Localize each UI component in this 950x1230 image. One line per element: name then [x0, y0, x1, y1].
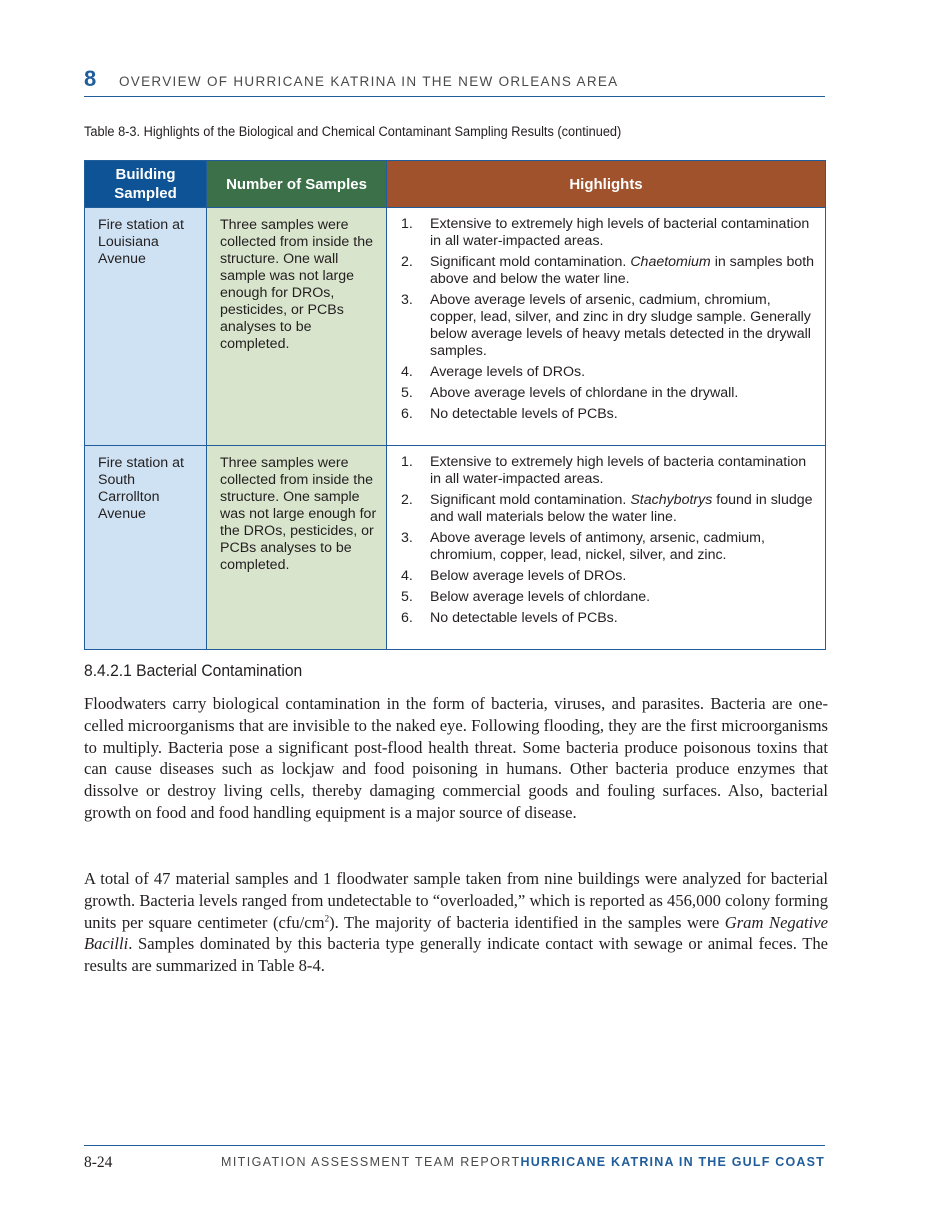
paragraph: A total of 47 material samples and 1 floodwater sample taken from nine buildings were analyzed for bacterial growth. Bacteria levels ranged from undetectable to “overloaded,” which is reported as 456,000 colony forming units per square centimeter $(cfu/cm^2)$. The majority of bacteria identified in the samples were Gram Negative Bacilli. Samples dominated by this bacteria type generally indicate contact with sewage or animal feces. The results are summarized in Table 8-4. — [84, 869, 828, 976]
list-item: 1. Extensive to extremely high levels of bacterial contamination in all water-impacted areas. — [401, 216, 810, 249]
highlights-list — [399, 454, 815, 627]
building-cell: Fire station at Louisiana Avenue — [85, 208, 207, 446]
page-footer — [84, 1145, 825, 1176]
column-header-building: Building Sampled — [85, 161, 207, 208]
list-item: 3. Above average levels of arsenic, cadmium, chromium, copper, lead, silver, and zinc in dry sludge sample. Generally below average levels of heavy metals detected in the drywall samples. — [401, 292, 811, 359]
list-item: 2. Significant mold contamination. Stachybotrys found in sludge and wall materials below the water line. — [401, 492, 813, 525]
paragraph: Floodwaters carry biological contamination in the form of bacteria, viruses, and parasites. Bacteria are one-celled microorganisms that are invisible to the naked eye. Following flooding, they are the first microorganisms to multiply. Bacteria pose a significant post-flood health threat. Some bacteria produce poisonous toxins that can cause diseases such as lockjaw and food poisoning in humans. Other bacteria produce enzymes that dissolve or destroy living cells, thereby damaging commercial goods and fouling surfaces. Also, bacterial growth on food and food handling equipment is a major source of disease. — [84, 694, 828, 822]
report-name: MITIGATION ASSESSMENT TEAM REPORT — [221, 1155, 521, 1169]
list-item: 2. Significant mold contamination. Chaetomium in samples both above and below the water line. — [401, 254, 815, 287]
highlights-table — [84, 160, 826, 650]
list-item: 5. Below average levels of chlordane. — [401, 589, 651, 605]
list-item: 4. Average levels of DROs. — [401, 364, 586, 380]
chapter-title: OVERVIEW OF HURRICANE KATRINA IN THE NEW ORLEANS AREA — [119, 74, 619, 89]
table-caption: Table 8-3. Highlights of the Biological and Chemical Contaminant Sampling Results (continued) — [84, 124, 622, 140]
list-item: 6. No detectable levels of PCBs. — [401, 406, 618, 422]
chapter-number: 8 — [84, 66, 97, 91]
highlights-cell — [387, 208, 826, 446]
list-item: 6. No detectable levels of PCBs. — [401, 610, 618, 626]
column-header-highlights: Highlights — [387, 161, 826, 208]
list-item: 4. Below average levels of DROs. — [401, 568, 627, 584]
column-header-samples: Number of Samples — [207, 161, 387, 208]
highlights-cell — [387, 446, 826, 650]
list-item: 5. Above average levels of chlordane in the drywall. — [401, 385, 739, 401]
list-item: 1. Extensive to extremely high levels of bacteria contamination in all water-impacted areas. — [401, 454, 807, 487]
samples-cell: Three samples were collected from inside the structure. One sample was not large enough for the DROs, pesticides, or PCBs analyses to be completed. — [207, 446, 387, 650]
report-title: HURRICANE KATRINA IN THE GULF COAST — [520, 1155, 825, 1169]
highlights-list — [399, 216, 815, 423]
samples-cell: Three samples were collected from inside the structure. One wall sample was not large enough for DROs, pesticides, or PCBs analyses to be completed. — [207, 208, 387, 446]
page-header — [84, 66, 825, 97]
section-heading: 8.4.2.1 Bacterial Contamination — [84, 661, 303, 680]
table-row — [85, 446, 826, 650]
building-cell: Fire station at South Carrollton Avenue — [85, 446, 207, 650]
page-number: 8-24 — [84, 1154, 113, 1171]
table-row — [85, 208, 826, 446]
list-item: 3. Above average levels of antimony, arsenic, cadmium, chromium, copper, lead, nickel, silver, and zinc. — [401, 530, 765, 563]
